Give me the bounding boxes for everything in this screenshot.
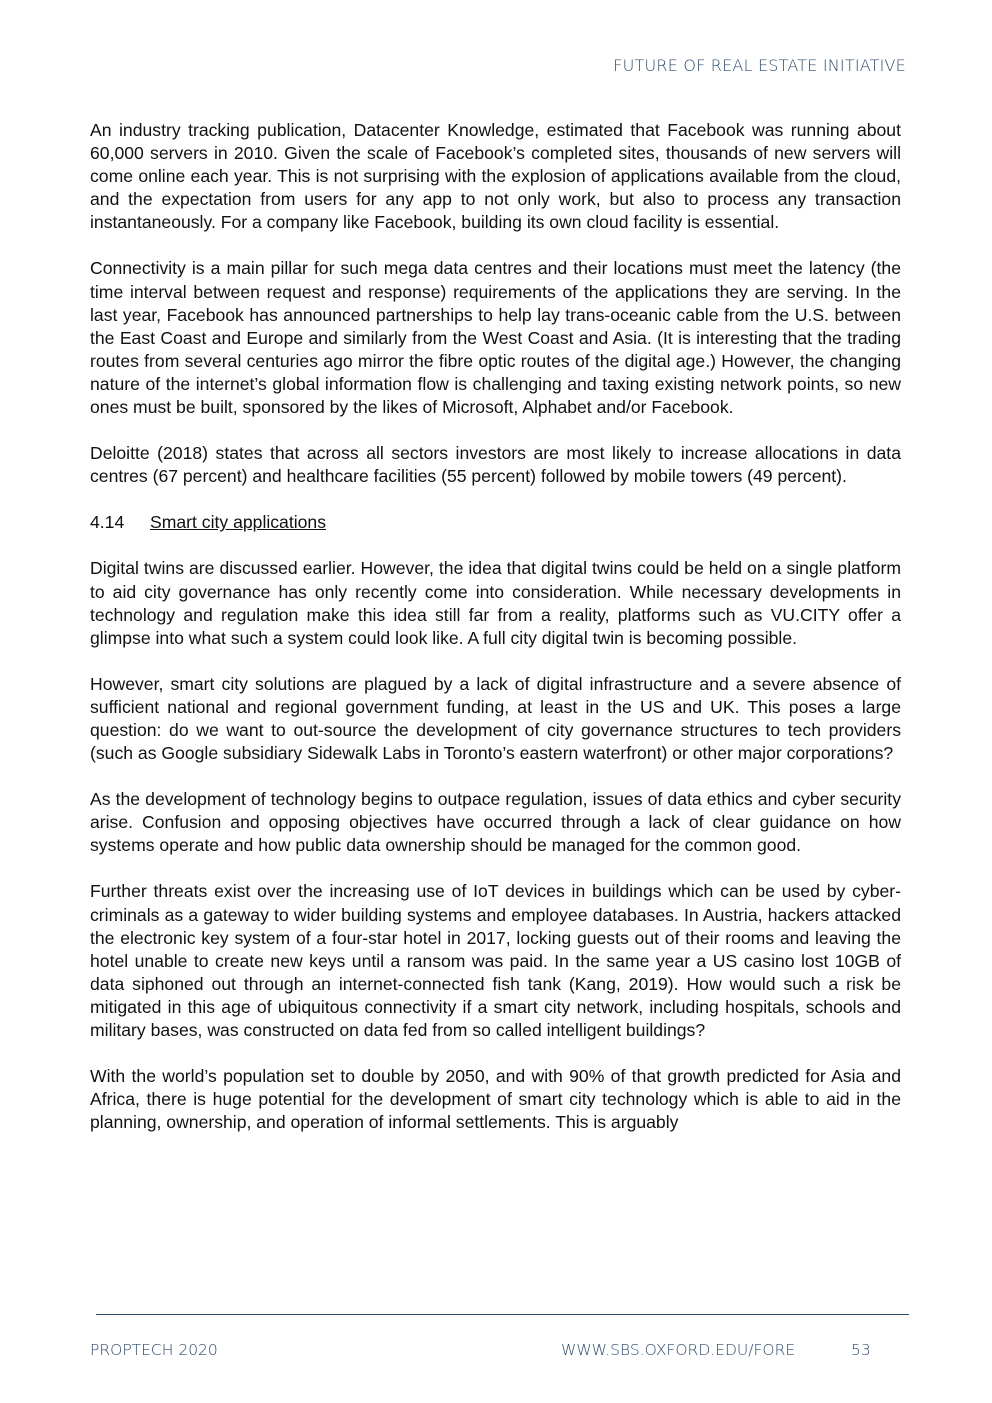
paragraph: However, smart city solutions are plagued by a lack of digital infrastructure and a severe absence of sufficient national and regional government funding, at least in the US and UK. This poses a large question: do we want to out-source the development of city governance structures to tech providers (such as Google subsidiary Sidewalk Labs in Toronto’s eastern waterfront) or other major corporations? <box>90 673 901 764</box>
section-title: Smart city applications <box>150 512 327 533</box>
body-text <box>90 119 901 1157</box>
paragraph: Digital twins are discussed earlier. However, the idea that digital twins could be held on a single platform to aid city governance has only recently come into consideration. While necessary developments in technology and regulation make this idea still far from a reality, platforms such as VU.CITY offer a glimpse into what such a system could look like. A full city digital twin is becoming possible. <box>90 558 901 648</box>
section-heading <box>90 511 901 534</box>
paragraph: An industry tracking publication, Datacenter Knowledge, estimated that Facebook was running about 60,000 servers in 2010. Given the scale of Facebook’s completed sites, thousands of new servers will come online each year. This is not surprising with the explosion of applications available from the cloud, and the expectation from users for any app to not only work, but also to process any transaction instantaneously. For a company like Facebook, building its own cloud facility is essential. <box>90 120 901 233</box>
paragraph: Further threats exist over the increasing use of IoT devices in buildings which can be used by cyber-criminals as a gateway to wider building systems and employee databases. In Austria, hackers attacked the electronic key system of a four-star hotel in 2017, locking guests out of their rooms and leaving the hotel unable to create new keys until a ransom was paid. In the same year a US casino lost 10GB of data siphoned out through an internet-connected fish tank (Kang, 2019). How would such a risk be mitigated in this age of ubiquitous connectivity if a smart city network, including hospitals, schools and military bases, was constructed on data fed from so called intelligent buildings? <box>90 881 901 1040</box>
paragraph: Deloitte (2018) states that across all sectors investors are most likely to increase allocations in data centres (67 percent) and healthcare facilities (55 percent) followed by mobile towers (49 percent). <box>90 443 901 487</box>
footer-url: WWW.SBS.OXFORD.EDU/FORE <box>561 1341 796 1359</box>
paragraph: As the development of technology begins to outpace regulation, issues of data ethics and cyber security arise. Confusion and opposing objectives have occurred through a lack of clear guidance on how systems operate and how public data ownership should be managed for the common good. <box>90 789 901 856</box>
footer-divider <box>96 1314 909 1315</box>
paragraph: With the world’s population set to double by 2050, and with 90% of that growth predicted for Asia and Africa, there is huge potential for the development of smart city technology which is able to aid in the planning, ownership, and operation of informal settlements. This is arguably <box>90 1066 901 1133</box>
footer-publication: PROPTECH 2020 <box>90 1341 218 1359</box>
paragraph: Connectivity is a main pillar for such mega data centres and their locations must meet the latency (the time interval between request and response) requirements of the applications they are serving. In the last year, Facebook has announced partnerships to help lay trans-oceanic cable from the U.S. between the East Coast and Europe and similarly from the West Coast and Asia. (It is interesting that the trading routes from several centuries ago mirror the fibre optic routes of the digital age.) However, the changing nature of the internet’s global information flow is challenging and taxing existing network points, so new ones must be built, sponsored by the likes of Microsoft, Alphabet and/or Facebook. <box>90 258 901 418</box>
running-header: FUTURE OF REAL ESTATE INITIATIVE <box>613 56 906 75</box>
page-number: 53 <box>851 1341 871 1359</box>
section-number: 4.14 <box>90 512 125 533</box>
